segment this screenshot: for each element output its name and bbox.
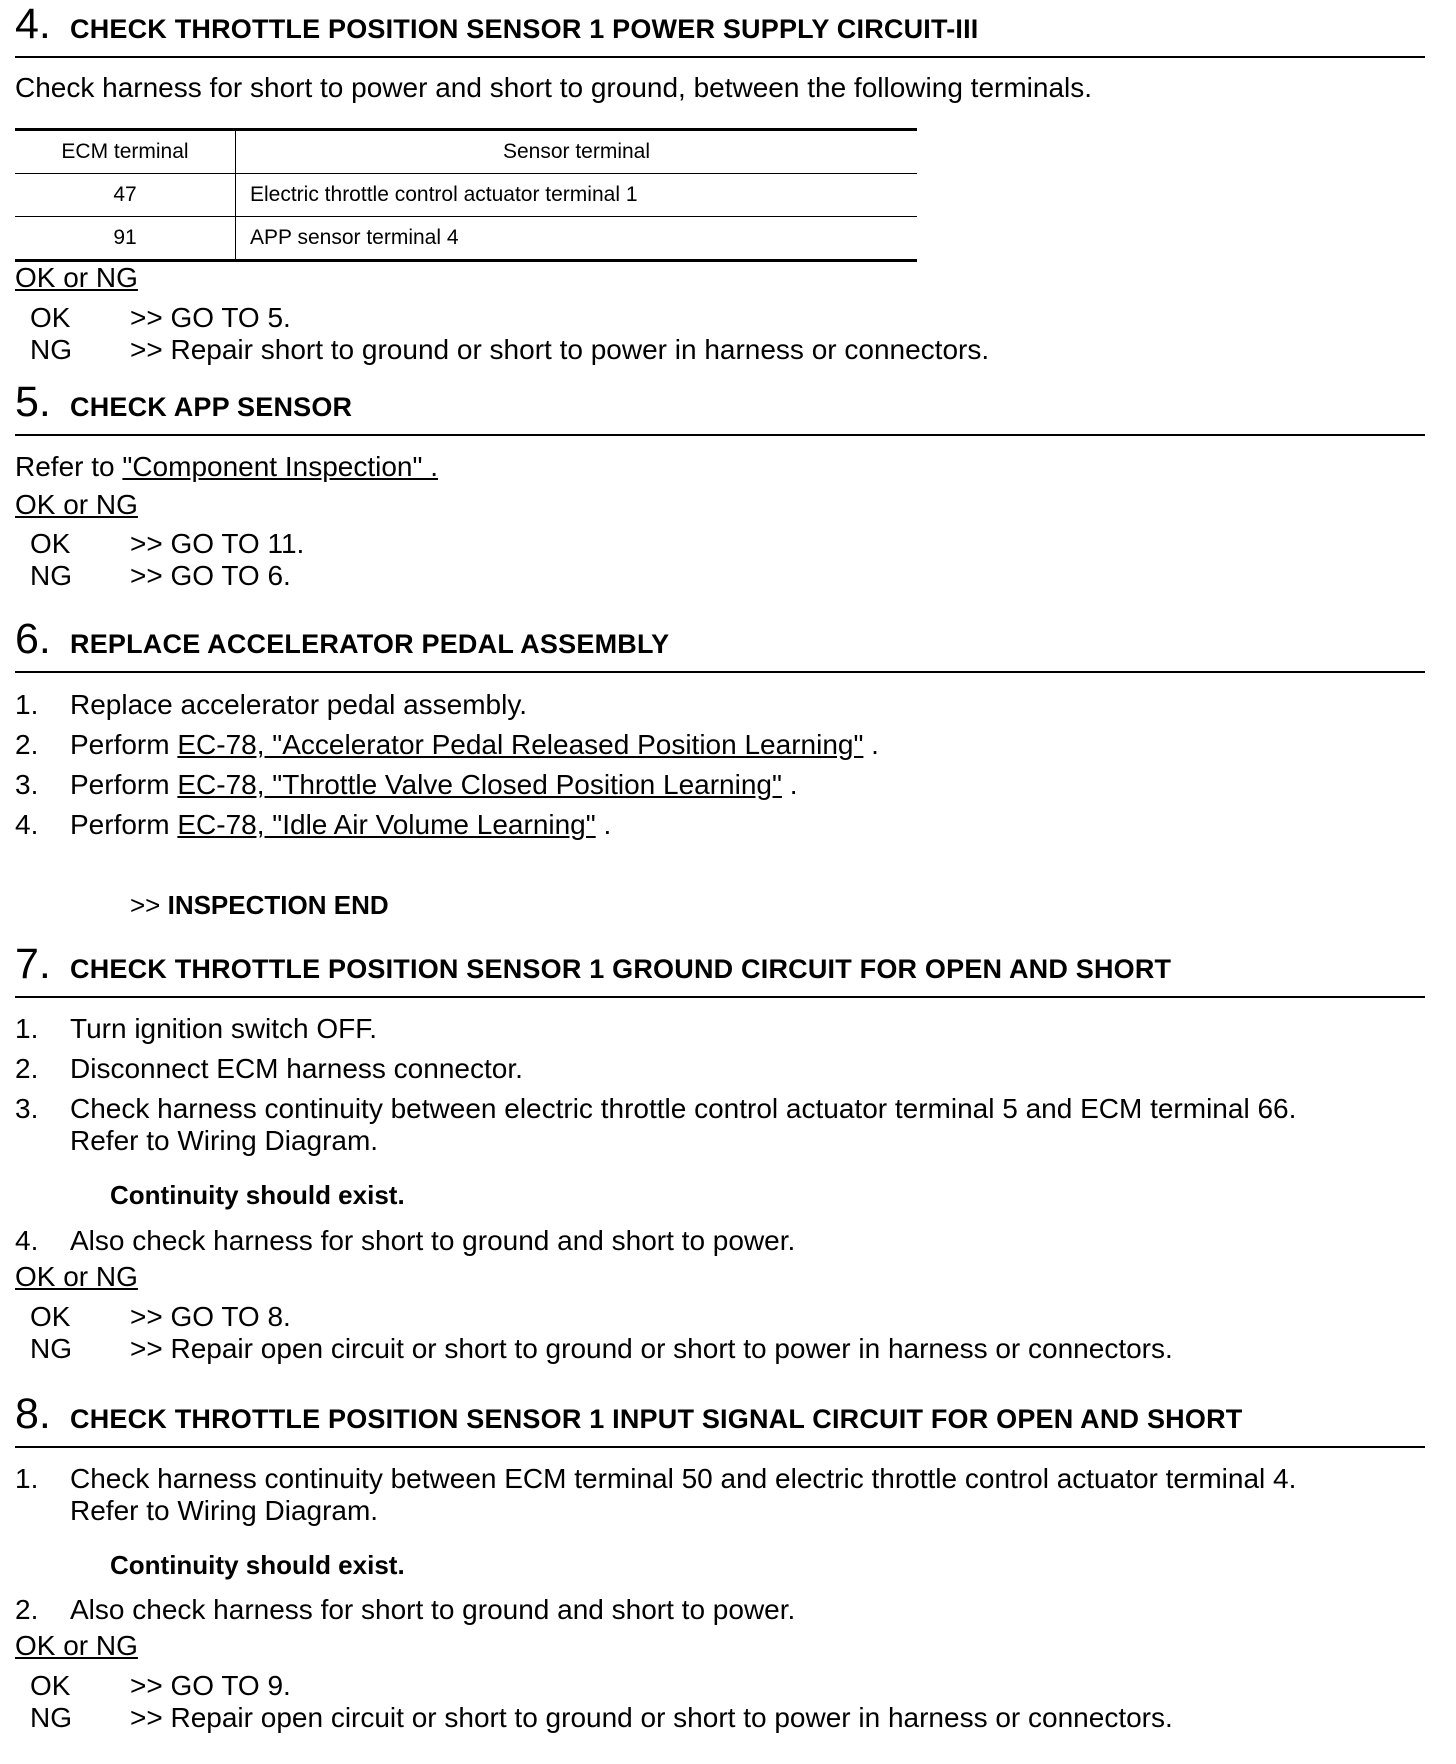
list-item-prefix: Perform: [70, 769, 178, 800]
step-title: CHECK THROTTLE POSITION SENSOR 1 POWER SUPPLY CIRCUIT-III: [70, 14, 979, 44]
ng-action: >> Repair open circuit or short to ground or short to power in harness or connectors.: [130, 1333, 1173, 1364]
step-title: CHECK THROTTLE POSITION SENSOR 1 INPUT SIGNAL CIRCUIT FOR OPEN AND SHORT: [70, 1404, 1243, 1434]
step-6-header: [15, 615, 1425, 673]
throttle-valve-learning-link[interactable]: EC-78, "Throttle Valve Closed Position Learning": [177, 769, 782, 800]
list-item-number: 2.: [15, 1594, 39, 1625]
step-7-header: [15, 940, 1425, 998]
list-item-number: 2.: [15, 1053, 39, 1084]
list-item-number: 4.: [15, 1225, 39, 1256]
continuity-note: Continuity should exist.: [110, 1550, 405, 1580]
ng-action: >> Repair short to ground or short to power in harness or connectors.: [130, 334, 990, 365]
list-item-text: Also check harness for short to ground and short to power.: [70, 1225, 796, 1256]
step-title: REPLACE ACCELERATOR PEDAL ASSEMBLY: [70, 629, 670, 659]
ok-or-ng-label: OK or NG: [15, 262, 138, 293]
end-prefix: >>: [130, 890, 168, 920]
step-4-header: [15, 0, 1425, 58]
ok-action: >> GO TO 5.: [130, 302, 291, 333]
step-number: 8.: [15, 1390, 51, 1438]
idle-air-volume-learning-link[interactable]: EC-78, "Idle Air Volume Learning": [177, 809, 596, 840]
list-item-text: Turn ignition switch OFF.: [70, 1013, 378, 1044]
ng-key: NG: [30, 334, 72, 365]
step-number: 7.: [15, 940, 51, 988]
ok-or-ng-label: OK or NG: [15, 1630, 138, 1661]
terminal-table: [15, 128, 917, 262]
list-item-text-cont: Refer to Wiring Diagram.: [70, 1495, 379, 1526]
ng-action: >> GO TO 6.: [130, 560, 291, 591]
table-row: [15, 174, 917, 217]
header-ecm-terminal: ECM terminal: [15, 130, 236, 174]
ng-key: NG: [30, 1333, 72, 1364]
ng-key: NG: [30, 1702, 72, 1733]
step-4-intro: Check harness for short to power and short to ground, between the following terminals.: [15, 72, 1093, 103]
component-inspection-link[interactable]: "Component Inspection" .: [122, 451, 439, 482]
ok-key: OK: [30, 1670, 71, 1701]
list-item-prefix: Perform: [70, 809, 178, 840]
ng-action: >> Repair open circuit or short to ground or short to power in harness or connectors.: [130, 1702, 1173, 1733]
list-item: [70, 729, 879, 761]
list-item: [70, 769, 797, 801]
list-item-number: 3.: [15, 769, 39, 800]
ng-key: NG: [30, 560, 72, 591]
table-header-row: [15, 130, 917, 174]
ok-action: >> GO TO 9.: [130, 1670, 291, 1701]
list-item-number: 3.: [15, 1093, 39, 1124]
end-text: INSPECTION END: [167, 890, 389, 920]
refer-prefix: Refer to: [15, 451, 123, 482]
ok-or-ng-label: OK or NG: [15, 1261, 138, 1292]
list-item-number: 4.: [15, 809, 39, 840]
ok-key: OK: [30, 528, 71, 559]
table-row: [15, 217, 917, 261]
list-item-prefix: Perform: [70, 729, 178, 760]
step-number: 6.: [15, 615, 51, 663]
ok-key: OK: [30, 302, 71, 333]
table-cell: Electric throttle control actuator terminal 1: [236, 174, 918, 217]
step-title: CHECK APP SENSOR: [70, 392, 353, 422]
refer-line: [15, 451, 438, 483]
list-item-number: 1.: [15, 1013, 39, 1044]
accelerator-pedal-learning-link[interactable]: EC-78, "Accelerator Pedal Released Position Learning": [177, 729, 864, 760]
list-item-text: Replace accelerator pedal assembly.: [70, 689, 528, 720]
table-cell: 91: [15, 217, 236, 261]
step-8-header: [15, 1390, 1425, 1448]
table-cell: 47: [15, 174, 236, 217]
list-item-number: 1.: [15, 1463, 39, 1494]
step-title: CHECK THROTTLE POSITION SENSOR 1 GROUND CIRCUIT FOR OPEN AND SHORT: [70, 954, 1172, 984]
list-item-number: 2.: [15, 729, 39, 760]
list-item-text: Check harness continuity between electric throttle control actuator terminal 5 and ECM terminal 66.: [70, 1093, 1297, 1124]
inspection-end: [130, 890, 389, 920]
list-item-suffix: .: [863, 729, 879, 760]
list-item-text: Also check harness for short to ground and short to power.: [70, 1594, 796, 1625]
list-item: [70, 809, 611, 841]
step-number: 5.: [15, 378, 51, 426]
step-number: 4.: [15, 0, 51, 48]
list-item-number: 1.: [15, 689, 39, 720]
list-item-text-cont: Refer to Wiring Diagram.: [70, 1125, 379, 1156]
ok-action: >> GO TO 8.: [130, 1301, 291, 1332]
ok-key: OK: [30, 1301, 71, 1332]
header-sensor-terminal: Sensor terminal: [236, 130, 918, 174]
list-item-text: Check harness continuity between ECM terminal 50 and electric throttle control actuator terminal 4.: [70, 1463, 1297, 1494]
step-5-header: [15, 378, 1425, 436]
continuity-note: Continuity should exist.: [110, 1180, 405, 1210]
list-item-text: Disconnect ECM harness connector.: [70, 1053, 523, 1084]
table-cell: APP sensor terminal 4: [236, 217, 918, 261]
list-item-suffix: .: [595, 809, 612, 840]
ok-or-ng-label: OK or NG: [15, 489, 138, 520]
list-item-suffix: .: [781, 769, 798, 800]
ok-action: >> GO TO 11.: [130, 528, 305, 559]
